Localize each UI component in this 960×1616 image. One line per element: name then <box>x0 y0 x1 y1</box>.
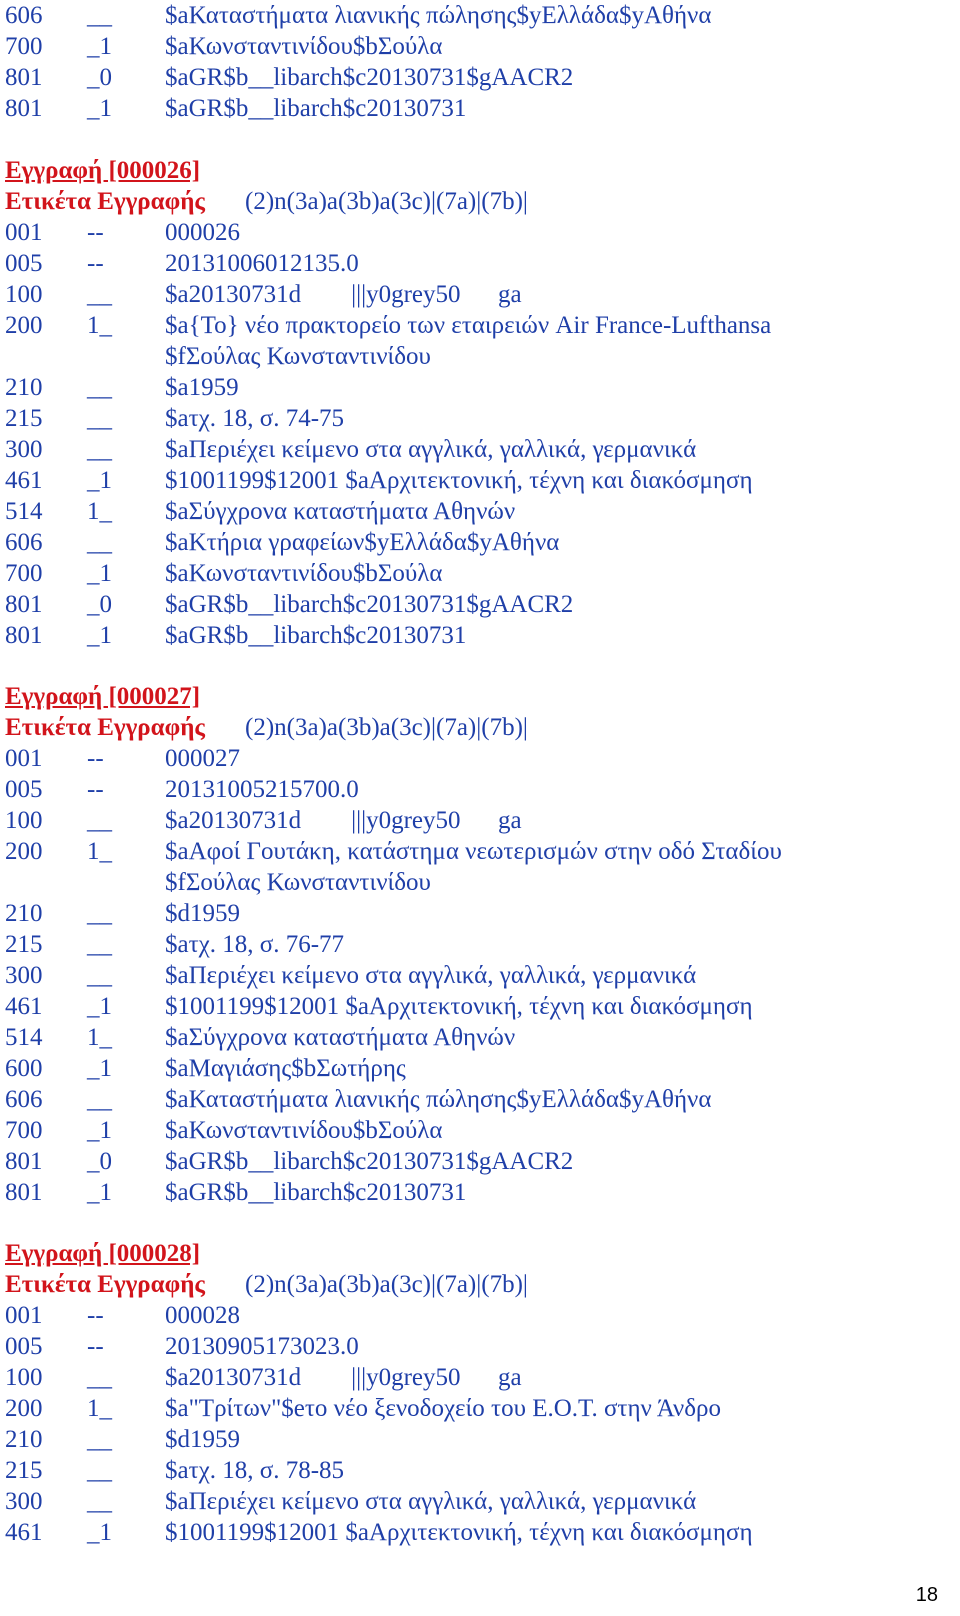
field-tag: 100 <box>5 281 43 308</box>
field-value: 000028 <box>165 1302 240 1329</box>
field-tag: 215 <box>5 931 43 958</box>
field-tag: 801 <box>5 622 43 649</box>
field-value: $aGR$b__libarch$c20130731$gAACR2 <box>165 1148 574 1175</box>
field-indicators: __ <box>87 374 112 401</box>
field-indicators: __ <box>87 1086 112 1113</box>
field-tag: 700 <box>5 560 43 587</box>
field-value: $aΚωνσταντινίδου$bΣούλα <box>165 560 443 587</box>
field-indicators: __ <box>87 281 112 308</box>
field-indicators: __ <box>87 931 112 958</box>
field-indicators: __ <box>87 1364 112 1391</box>
field-indicators: 1_ <box>87 1024 112 1051</box>
field-tag: 600 <box>5 1055 43 1082</box>
field-indicators: -- <box>87 1302 104 1329</box>
field-indicators: __ <box>87 405 112 432</box>
field-value: $aΑφοί Γουτάκη, κατάστημα νεωτερισμών στην οδό Σταδίου <box>165 838 782 865</box>
field-tag: 514 <box>5 498 43 525</box>
field-value: $aτχ. 18, σ. 76-77 <box>165 931 345 958</box>
field-value: $a20130731d |||y0grey50 ga <box>165 1364 522 1391</box>
field-tag: 300 <box>5 436 43 463</box>
field-value: $aτχ. 18, σ. 74-75 <box>165 405 345 432</box>
field-indicators: _1 <box>87 467 112 494</box>
field-indicators: -- <box>87 776 104 803</box>
field-tag: 514 <box>5 1024 43 1051</box>
field-value: 20131006012135.0 <box>165 250 359 277</box>
field-value: $aΚαταστήματα λιανικής πώλησης$yΕλλάδα$yΑθήνα <box>165 1086 712 1113</box>
field-value: $a"Τρίτων"$eτο νέο ξενοδοχείο του Ε.Ο.Τ. στην Άνδρο <box>165 1395 721 1422</box>
field-indicators: 1_ <box>87 312 112 339</box>
field-value: $1001199$12001 $aΑρχιτεκτονική, τέχνη και διακόσμηση <box>165 467 753 494</box>
field-indicators: _0 <box>87 64 112 91</box>
field-tag: 300 <box>5 1488 43 1515</box>
field-indicators: 1_ <box>87 1395 112 1422</box>
field-value: $fΣούλας Κωνσταντινίδου <box>165 343 431 370</box>
field-indicators: _1 <box>87 1117 112 1144</box>
field-tag: 200 <box>5 312 43 339</box>
field-indicators: _1 <box>87 560 112 587</box>
field-value: $aGR$b__libarch$c20130731$gAACR2 <box>165 64 574 91</box>
field-tag: 700 <box>5 1117 43 1144</box>
field-value: 20130905173023.0 <box>165 1333 359 1360</box>
field-tag: 606 <box>5 2 43 29</box>
page-number: 18 <box>915 1584 938 1606</box>
field-value: $aGR$b__libarch$c20130731 <box>165 1179 467 1206</box>
field-value: $a20130731d |||y0grey50 ga <box>165 807 522 834</box>
field-indicators: __ <box>87 529 112 556</box>
field-tag: 300 <box>5 962 43 989</box>
field-tag: 606 <box>5 1086 43 1113</box>
record-title: Εγγραφή [000027] <box>5 683 201 710</box>
field-indicators: _1 <box>87 1055 112 1082</box>
field-indicators: _0 <box>87 591 112 618</box>
field-indicators: -- <box>87 1333 104 1360</box>
field-value: $d1959 <box>165 900 240 927</box>
field-indicators: -- <box>87 219 104 246</box>
document-page: 606 __ $aΚαταστήματα λιανικής πώλησης$yΕλλάδα$yΑθήνα 700 _1 $aΚωνσταντινίδου$bΣούλα 801 _0 $aGR$b__libarch$c20130731$gAACR2 801 _1 $aGR$b__libarch$c20130731 Εγγραφή [000026] Ετικέτα Εγγραφής (2)n(3a)a(3b)a(3c)|(7a)|(7b)| 001 -- 000026 005 -- 20131006012135.0 100 __ $a20130731d |||y0grey50 ga 200 1_ $a{Το} νέο πρακτορείο των εταιρειών Air France-Lufthansa $fΣούλας Κωνσταντινίδου 210 __ $a1959 215 __ $aτχ. 18, σ. 74-75 300 __ $aΠεριέχει κείμενο στα αγγλικά, γαλλικά, γερμανικά 461 _1 $1001199$12001 $aΑρχιτεκτονική, τέχνη και διακόσμηση 514 1_ $aΣύγχρονα καταστήματα Αθηνών 606 __ $aΚτήρια γραφείων$yΕλλάδα$yΑθήνα 700 _1 $aΚωνσταντινίδου$bΣούλα 801 _0 $aGR$b__libarch$c20130731$gAACR2 801 _1 $aGR$b__libarch$c20130731 Εγγραφή [000027] Ετικέτα Εγγραφής (2)n(3a)a(3b)a(3c)|(7a)|(7b)| 001 -- 000027 005 -- 20131005215700.0 100 __ $a20130731d |||y0grey50 ga 200 1_ $aΑφοί Γουτάκη, κατάστημα νεωτερισμών στην οδό Σταδίου $fΣούλας Κωνσταντινίδου 210 __ $d1959 215 __ $aτχ. 18, σ. 76-77 300 __ $aΠεριέχει κείμενο στα αγγλικά, γαλλικά, γερμανικά 461 _1 $1001199$12001 $aΑρχιτεκτονική, τέχνη και διακόσμηση 514 1_ $aΣύγχρονα καταστήματα Αθηνών 600 _1 $aΜαγιάσης$bΣωτήρης 606 __ $aΚαταστήματα λιανικής πώλησης$yΕλλάδα$yΑθήνα 700 _1 $aΚωνσταντινίδου$bΣούλα 801 _0 $aGR$b__libarch$c20130731$gAACR2 801 _1 $aGR$b__libarch$c20130731 Εγγραφή [000028] Ετικέτα Εγγραφής (2)n(3a)a(3b)a(3c)|(7a)|(7b)| 001 -- 000028 005 -- 20130905173023.0 100 __ $a20130731d |||y0grey50 ga 200 1_ $a"Τρίτων"$eτο νέο ξενοδοχείο του Ε.Ο.Τ. στην Άνδρο 210 __ $d1959 215 __ $aτχ. 18, σ. 78-85 300 __ $aΠεριέχει κείμενο στα αγγλικά, γαλλικά, γερμανικά 461 _1 $1001199$12001 $aΑρχιτεκτονική, τέχνη και διακόσμηση 18 <box>5 2 938 1606</box>
field-indicators: __ <box>87 807 112 834</box>
field-tag: 215 <box>5 1457 43 1484</box>
field-tag: 215 <box>5 405 43 432</box>
field-tag: 461 <box>5 467 43 494</box>
field-value: $aΚωνσταντινίδου$bΣούλα <box>165 1117 443 1144</box>
field-tag: 001 <box>5 1302 43 1329</box>
field-tag: 801 <box>5 1148 43 1175</box>
field-tag: 801 <box>5 95 43 122</box>
field-tag: 001 <box>5 219 43 246</box>
field-tag: 005 <box>5 250 43 277</box>
field-tag: 210 <box>5 374 43 401</box>
field-value: $aΚαταστήματα λιανικής πώλησης$yΕλλάδα$yΑθήνα <box>165 2 712 29</box>
field-indicators: __ <box>87 962 112 989</box>
field-value: $a20130731d |||y0grey50 ga <box>165 281 522 308</box>
field-indicators: __ <box>87 1426 112 1453</box>
field-indicators: __ <box>87 900 112 927</box>
record-title: Εγγραφή [000026] <box>5 157 201 184</box>
field-tag: 005 <box>5 1333 43 1360</box>
field-value: $1001199$12001 $aΑρχιτεκτονική, τέχνη και διακόσμηση <box>165 1519 753 1546</box>
field-indicators: __ <box>87 1457 112 1484</box>
field-indicators: _1 <box>87 993 112 1020</box>
field-indicators: 1_ <box>87 838 112 865</box>
record-title: Εγγραφή [000028] <box>5 1240 201 1267</box>
field-tag: 001 <box>5 745 43 772</box>
field-indicators: _1 <box>87 95 112 122</box>
field-value: $aΠεριέχει κείμενο στα αγγλικά, γαλλικά, γερμανικά <box>165 436 697 463</box>
field-indicators: __ <box>87 2 112 29</box>
field-indicators: -- <box>87 250 104 277</box>
field-tag: 461 <box>5 993 43 1020</box>
field-indicators: __ <box>87 436 112 463</box>
field-tag: 200 <box>5 1395 43 1422</box>
field-value: $aΣύγχρονα καταστήματα Αθηνών <box>165 1024 516 1051</box>
field-value: $fΣούλας Κωνσταντινίδου <box>165 869 431 896</box>
field-value: $aτχ. 18, σ. 78-85 <box>165 1457 345 1484</box>
field-value: $aGR$b__libarch$c20130731 <box>165 95 467 122</box>
field-value: $aΚωνσταντινίδου$bΣούλα <box>165 33 443 60</box>
field-indicators: _0 <box>87 1148 112 1175</box>
field-value: $d1959 <box>165 1426 240 1453</box>
field-indicators: _1 <box>87 1519 112 1546</box>
field-tag: 801 <box>5 1179 43 1206</box>
field-tag: 606 <box>5 529 43 556</box>
field-indicators: _1 <box>87 33 112 60</box>
field-value: $1001199$12001 $aΑρχιτεκτονική, τέχνη και διακόσμηση <box>165 993 753 1020</box>
field-value: 000026 <box>165 219 240 246</box>
field-tag: 210 <box>5 1426 43 1453</box>
field-value: $a{Το} νέο πρακτορείο των εταιρειών Air France-Lufthansa <box>165 312 772 339</box>
field-indicators: _1 <box>87 622 112 649</box>
field-value: $aΠεριέχει κείμενο στα αγγλικά, γαλλικά, γερμανικά <box>165 1488 697 1515</box>
field-value: $aGR$b__libarch$c20130731 <box>165 622 467 649</box>
field-tag: 210 <box>5 900 43 927</box>
field-value: $aΠεριέχει κείμενο στα αγγλικά, γαλλικά, γερμανικά <box>165 962 697 989</box>
field-value: $a1959 <box>165 374 239 401</box>
field-indicators: _1 <box>87 1179 112 1206</box>
field-tag: 700 <box>5 33 43 60</box>
field-indicators: __ <box>87 1488 112 1515</box>
field-tag: 200 <box>5 838 43 865</box>
field-value: $aΣύγχρονα καταστήματα Αθηνών <box>165 498 516 525</box>
field-value: $aΚτήρια γραφείων$yΕλλάδα$yΑθήνα <box>165 529 560 556</box>
field-indicators: -- <box>87 745 104 772</box>
field-value: 000027 <box>165 745 240 772</box>
field-value: $aΜαγιάσης$bΣωτήρης <box>165 1055 406 1082</box>
field-tag: 005 <box>5 776 43 803</box>
field-tag: 100 <box>5 1364 43 1391</box>
field-indicators: 1_ <box>87 498 112 525</box>
field-tag: 801 <box>5 591 43 618</box>
field-tag: 100 <box>5 807 43 834</box>
field-tag: 801 <box>5 64 43 91</box>
field-value: 20131005215700.0 <box>165 776 359 803</box>
field-value: $aGR$b__libarch$c20130731$gAACR2 <box>165 591 574 618</box>
field-tag: 461 <box>5 1519 43 1546</box>
